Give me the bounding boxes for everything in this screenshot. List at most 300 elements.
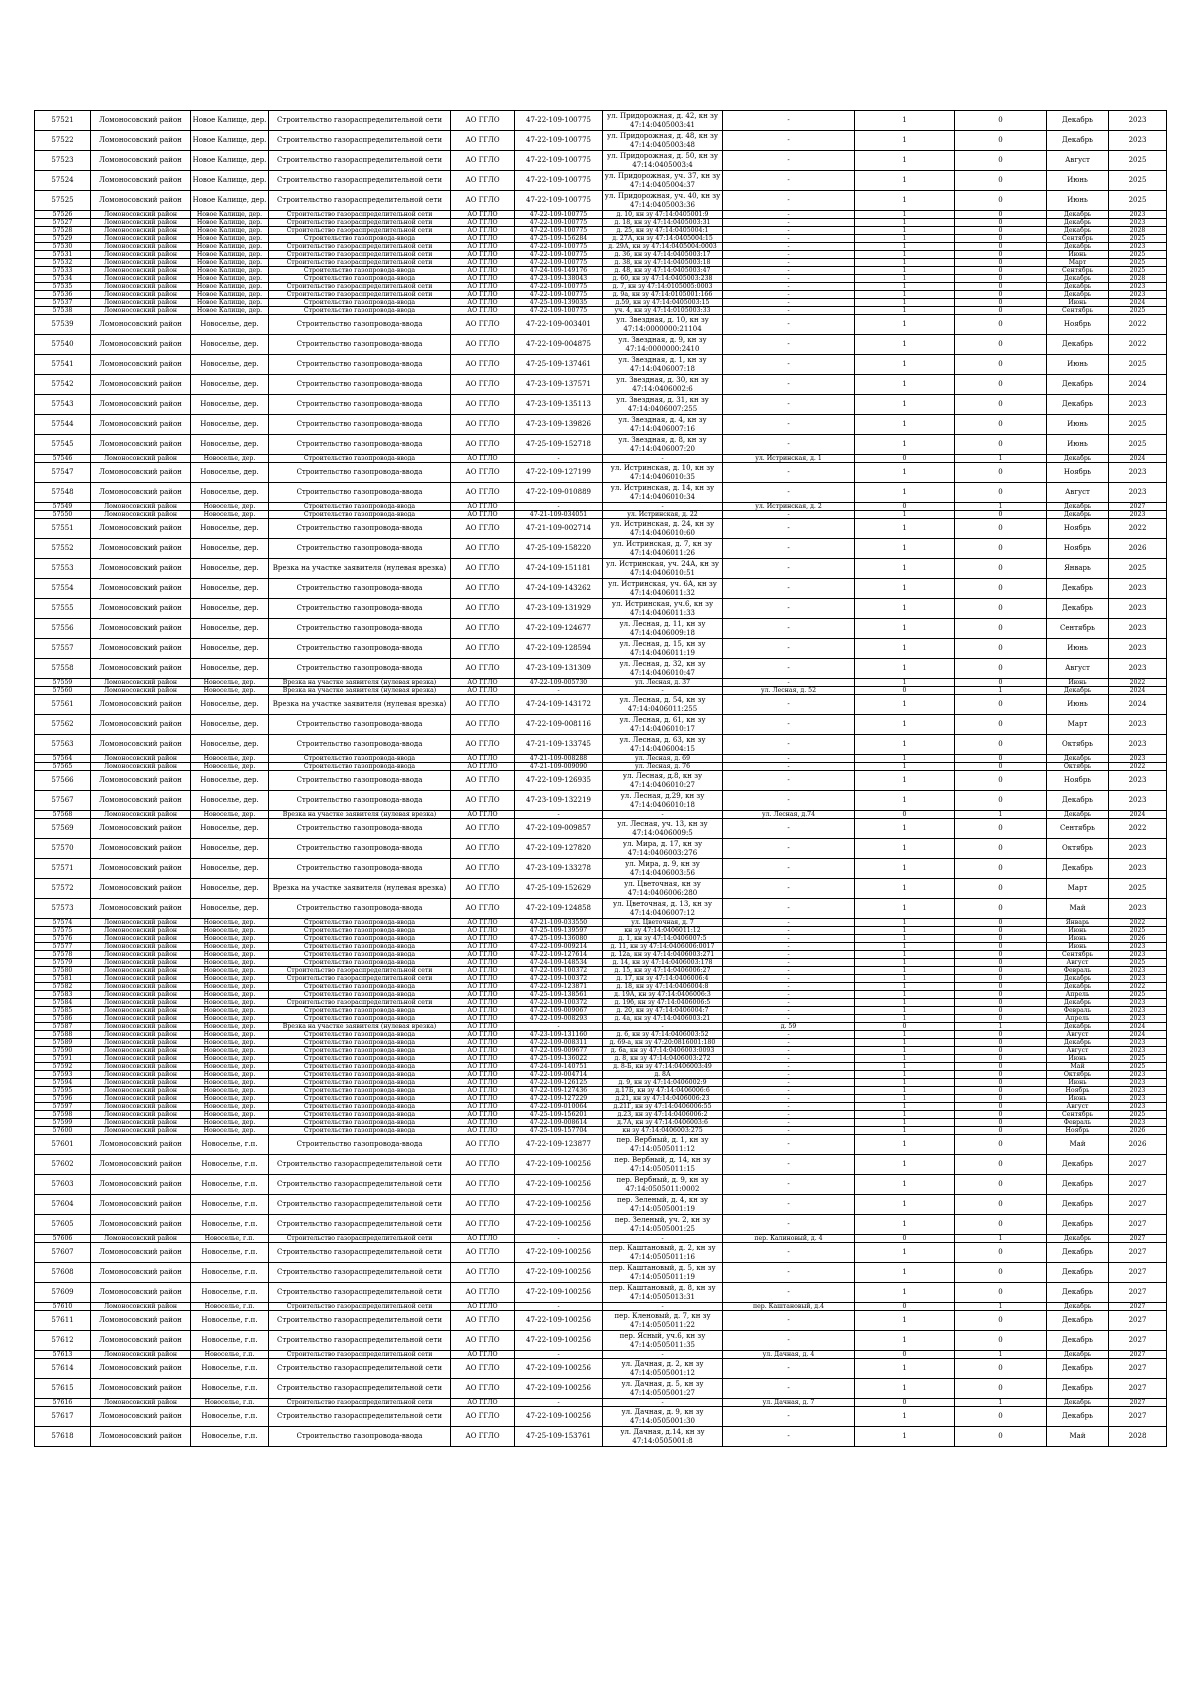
second-address-cell: -: [723, 111, 855, 131]
second-address-cell: -: [723, 235, 855, 243]
count-1-cell: 1: [855, 415, 955, 435]
year-cell: 2025: [1109, 235, 1167, 243]
count-2-cell: 0: [955, 1195, 1047, 1215]
count-1-cell: 1: [855, 919, 955, 927]
settlement-cell: Новоселье, дер.: [191, 679, 269, 687]
address-cell: ул. Лесная, д. 32, кн зу 47:14:0406010:47: [603, 659, 723, 679]
application-number-cell: 47-21-109-008288: [515, 755, 603, 763]
table-row: [35, 991, 1167, 999]
second-address-cell: -: [723, 1087, 855, 1095]
address-cell: д. 1, кн зу 47:14:0406007:5: [603, 935, 723, 943]
count-2-cell: 0: [955, 927, 1047, 935]
district-cell: Ломоносовский район: [91, 219, 191, 227]
settlement-cell: Новоселье, дер.: [191, 839, 269, 859]
work-type-cell: Строительство газопровода-ввода: [269, 1079, 451, 1087]
organization-cell: АО ГГЛО: [451, 1095, 515, 1103]
address-cell: пер. Вербный, д. 1, кн зу 47:14:0505011:12: [603, 1135, 723, 1155]
year-cell: 2027: [1109, 1351, 1167, 1359]
month-cell: Май: [1047, 1427, 1109, 1447]
organization-cell: АО ГГЛО: [451, 811, 515, 819]
second-address-cell: -: [723, 959, 855, 967]
application-number-cell: 47-22-109-100775: [515, 211, 603, 219]
second-address-cell: -: [723, 251, 855, 259]
count-2-cell: 0: [955, 771, 1047, 791]
application-number-cell: 47-22-109-008614: [515, 1119, 603, 1127]
row-number-cell: 57533: [35, 267, 91, 275]
address-cell: пер. Ясный, уч.6, кн зу 47:14:0505011:35: [603, 1331, 723, 1351]
table-row: [35, 435, 1167, 455]
district-cell: Ломоносовский район: [91, 251, 191, 259]
month-cell: Июнь: [1047, 355, 1109, 375]
application-number-cell: 47-22-109-100775: [515, 243, 603, 251]
second-address-cell: -: [723, 219, 855, 227]
month-cell: Сентябрь: [1047, 619, 1109, 639]
address-cell: ул. Лесная, д. 54, кн зу 47:14:0406011:255: [603, 695, 723, 715]
district-cell: Ломоносовский район: [91, 503, 191, 511]
second-address-cell: -: [723, 935, 855, 943]
table-row: [35, 251, 1167, 259]
count-1-cell: 1: [855, 1407, 955, 1427]
address-cell: -: [603, 1399, 723, 1407]
row-number-cell: 57540: [35, 335, 91, 355]
count-2-cell: 0: [955, 219, 1047, 227]
count-2-cell: 0: [955, 131, 1047, 151]
application-number-cell: 47-22-109-123871: [515, 983, 603, 991]
district-cell: Ломоносовский район: [91, 687, 191, 695]
month-cell: Ноябрь: [1047, 1087, 1109, 1095]
second-address-cell: ул. Истринская, д. 2: [723, 503, 855, 511]
count-1-cell: 1: [855, 151, 955, 171]
count-1-cell: 1: [855, 935, 955, 943]
application-number-cell: -: [515, 811, 603, 819]
district-cell: Ломоносовский район: [91, 859, 191, 879]
year-cell: 2025: [1109, 927, 1167, 935]
organization-cell: АО ГГЛО: [451, 151, 515, 171]
count-1-cell: 1: [855, 275, 955, 283]
work-type-cell: Строительство газораспределительной сети: [269, 1235, 451, 1243]
address-cell: ул. Лесная, д. 37: [603, 679, 723, 687]
second-address-cell: ул. Дачная, д. 7: [723, 1399, 855, 1407]
count-1-cell: 1: [855, 1039, 955, 1047]
row-number-cell: 57613: [35, 1351, 91, 1359]
organization-cell: АО ГГЛО: [451, 335, 515, 355]
district-cell: Ломоносовский район: [91, 1303, 191, 1311]
settlement-cell: Новоселье, дер.: [191, 1007, 269, 1015]
month-cell: Май: [1047, 1135, 1109, 1155]
year-cell: 2023: [1109, 1071, 1167, 1079]
count-2-cell: 1: [955, 1351, 1047, 1359]
table-row: [35, 1195, 1167, 1215]
year-cell: 2023: [1109, 219, 1167, 227]
row-number-cell: 57549: [35, 503, 91, 511]
count-2-cell: 0: [955, 1119, 1047, 1127]
second-address-cell: -: [723, 1283, 855, 1303]
table-row: [35, 455, 1167, 463]
row-number-cell: 57544: [35, 415, 91, 435]
district-cell: Ломоносовский район: [91, 315, 191, 335]
application-number-cell: 47-22-109-123877: [515, 1135, 603, 1155]
address-cell: д. 19А, кн зу 47:14:0406006:3: [603, 991, 723, 999]
month-cell: Декабрь: [1047, 1263, 1109, 1283]
count-2-cell: 0: [955, 951, 1047, 959]
address-cell: -: [603, 1351, 723, 1359]
count-2-cell: 0: [955, 1055, 1047, 1063]
address-cell: д. 17, кн зу 47:14:0406006:4: [603, 975, 723, 983]
organization-cell: АО ГГЛО: [451, 1359, 515, 1379]
address-cell: д. 18, кн зу 47:14:0406004:8: [603, 983, 723, 991]
count-1-cell: 1: [855, 559, 955, 579]
month-cell: Декабрь: [1047, 1399, 1109, 1407]
second-address-cell: -: [723, 131, 855, 151]
row-number-cell: 57583: [35, 991, 91, 999]
application-number-cell: 47-22-109-100775: [515, 219, 603, 227]
organization-cell: АО ГГЛО: [451, 315, 515, 335]
work-type-cell: Строительство газораспределительной сети: [269, 171, 451, 191]
month-cell: Июнь: [1047, 435, 1109, 455]
row-number-cell: 57579: [35, 959, 91, 967]
application-number-cell: -: [515, 503, 603, 511]
count-1-cell: 1: [855, 839, 955, 859]
settlement-cell: Новоселье, дер.: [191, 1095, 269, 1103]
table-row: [35, 519, 1167, 539]
organization-cell: АО ГГЛО: [451, 1015, 515, 1023]
table-row: [35, 1311, 1167, 1331]
month-cell: Декабрь: [1047, 227, 1109, 235]
settlement-cell: Новоселье, дер.: [191, 335, 269, 355]
year-cell: 2025: [1109, 879, 1167, 899]
table-row: [35, 951, 1167, 959]
year-cell: 2023: [1109, 1119, 1167, 1127]
work-type-cell: Строительство газопровода-ввода: [269, 1095, 451, 1103]
address-cell: ул. Лесная, д. 61, кн зу 47:14:0406010:17: [603, 715, 723, 735]
district-cell: Ломоносовский район: [91, 991, 191, 999]
row-number-cell: 57559: [35, 679, 91, 687]
count-2-cell: 0: [955, 879, 1047, 899]
settlement-cell: Новоселье, дер.: [191, 755, 269, 763]
row-number-cell: 57546: [35, 455, 91, 463]
settlement-cell: Новоселье, дер.: [191, 899, 269, 919]
address-cell: д. 10, кн зу 47:14:0405001:9: [603, 211, 723, 219]
second-address-cell: -: [723, 299, 855, 307]
row-number-cell: 57604: [35, 1195, 91, 1215]
count-2-cell: 0: [955, 1359, 1047, 1379]
count-1-cell: 1: [855, 511, 955, 519]
address-cell: д. 60, кн зу 47:14:0405003:238: [603, 275, 723, 283]
address-cell: ул. Звездная, д. 9, кн зу 47:14:0000000:2410: [603, 335, 723, 355]
district-cell: Ломоносовский район: [91, 1079, 191, 1087]
work-type-cell: Строительство газопровода-ввода: [269, 899, 451, 919]
second-address-cell: -: [723, 1331, 855, 1351]
row-number-cell: 57568: [35, 811, 91, 819]
work-type-cell: Строительство газораспределительной сети: [269, 1243, 451, 1263]
district-cell: Ломоносовский район: [91, 171, 191, 191]
application-number-cell: 47-22-109-100372: [515, 975, 603, 983]
second-address-cell: ул. Лесная, д.74: [723, 811, 855, 819]
organization-cell: АО ГГЛО: [451, 1175, 515, 1195]
table-row: [35, 1119, 1167, 1127]
row-number-cell: 57587: [35, 1023, 91, 1031]
application-number-cell: 47-24-109-143262: [515, 579, 603, 599]
month-cell: Декабрь: [1047, 1331, 1109, 1351]
month-cell: Октябрь: [1047, 1071, 1109, 1079]
work-type-cell: Строительство газопровода-ввода: [269, 619, 451, 639]
month-cell: Декабрь: [1047, 375, 1109, 395]
row-number-cell: 57551: [35, 519, 91, 539]
month-cell: Февраль: [1047, 1119, 1109, 1127]
district-cell: Ломоносовский район: [91, 275, 191, 283]
organization-cell: АО ГГЛО: [451, 975, 515, 983]
application-number-cell: 47-22-109-100256: [515, 1215, 603, 1235]
district-cell: Ломоносовский район: [91, 131, 191, 151]
work-type-cell: Строительство газораспределительной сети: [269, 1379, 451, 1399]
district-cell: Ломоносовский район: [91, 967, 191, 975]
work-type-cell: Строительство газораспределительной сети: [269, 191, 451, 211]
settlement-cell: Новоселье, г.п.: [191, 1427, 269, 1447]
count-1-cell: 0: [855, 1399, 955, 1407]
address-cell: ул. Придорожная, д. 48, кн зу 47:14:0405003:48: [603, 131, 723, 151]
year-cell: 2023: [1109, 1087, 1167, 1095]
row-number-cell: 57545: [35, 435, 91, 455]
count-2-cell: 0: [955, 1311, 1047, 1331]
count-2-cell: 0: [955, 599, 1047, 619]
month-cell: Апрель: [1047, 1015, 1109, 1023]
address-cell: ул. Лесная, д. 76: [603, 763, 723, 771]
year-cell: 2023: [1109, 771, 1167, 791]
district-cell: Ломоносовский район: [91, 943, 191, 951]
count-2-cell: 0: [955, 943, 1047, 951]
district-cell: Ломоносовский район: [91, 579, 191, 599]
month-cell: Декабрь: [1047, 511, 1109, 519]
second-address-cell: -: [723, 879, 855, 899]
organization-cell: АО ГГЛО: [451, 275, 515, 283]
table-row: [35, 1243, 1167, 1263]
table-row: [35, 811, 1167, 819]
count-2-cell: 0: [955, 299, 1047, 307]
second-address-cell: -: [723, 1155, 855, 1175]
month-cell: Август: [1047, 959, 1109, 967]
district-cell: Ломоносовский район: [91, 375, 191, 395]
year-cell: 2023: [1109, 943, 1167, 951]
year-cell: 2025: [1109, 991, 1167, 999]
organization-cell: АО ГГЛО: [451, 1039, 515, 1047]
count-2-cell: 0: [955, 1103, 1047, 1111]
district-cell: Ломоносовский район: [91, 639, 191, 659]
work-type-cell: Врезка на участке заявителя (нулевая врезка): [269, 687, 451, 695]
row-number-cell: 57548: [35, 483, 91, 503]
application-number-cell: -: [515, 1303, 603, 1311]
table-row: [35, 299, 1167, 307]
year-cell: 2025: [1109, 259, 1167, 267]
year-cell: 2023: [1109, 1007, 1167, 1015]
second-address-cell: -: [723, 1063, 855, 1071]
second-address-cell: ул. Лесная, д. 52: [723, 687, 855, 695]
month-cell: Сентябрь: [1047, 235, 1109, 243]
month-cell: Октябрь: [1047, 735, 1109, 755]
month-cell: Июнь: [1047, 695, 1109, 715]
work-type-cell: Врезка на участке заявителя (нулевая врезка): [269, 695, 451, 715]
settlement-cell: Новоселье, дер.: [191, 415, 269, 435]
second-address-cell: -: [723, 1379, 855, 1399]
address-cell: ул. Дачная, д. 2, кн зу 47:14:0505001:12: [603, 1359, 723, 1379]
month-cell: Декабрь: [1047, 1359, 1109, 1379]
year-cell: 2028: [1109, 275, 1167, 283]
table-row: [35, 111, 1167, 131]
year-cell: 2024: [1109, 1031, 1167, 1039]
row-number-cell: 57564: [35, 755, 91, 763]
second-address-cell: -: [723, 619, 855, 639]
organization-cell: АО ГГЛО: [451, 967, 515, 975]
count-1-cell: 1: [855, 927, 955, 935]
organization-cell: АО ГГЛО: [451, 951, 515, 959]
year-cell: 2022: [1109, 919, 1167, 927]
count-2-cell: 1: [955, 1235, 1047, 1243]
table-row: [35, 259, 1167, 267]
district-cell: Ломоносовский район: [91, 755, 191, 763]
count-1-cell: 1: [855, 235, 955, 243]
count-2-cell: 0: [955, 763, 1047, 771]
row-number-cell: 57607: [35, 1243, 91, 1263]
count-2-cell: 1: [955, 1023, 1047, 1031]
table-row: [35, 219, 1167, 227]
count-1-cell: 0: [855, 1235, 955, 1243]
second-address-cell: -: [723, 1175, 855, 1195]
count-2-cell: 1: [955, 1303, 1047, 1311]
address-cell: ул. Звездная, д. 30, кн зу 47:14:0406002:6: [603, 375, 723, 395]
row-number-cell: 57595: [35, 1087, 91, 1095]
work-type-cell: Строительство газопровода-ввода: [269, 1039, 451, 1047]
work-type-cell: Строительство газопровода-ввода: [269, 455, 451, 463]
district-cell: Ломоносовский район: [91, 151, 191, 171]
year-cell: 2027: [1109, 1311, 1167, 1331]
count-1-cell: 1: [855, 791, 955, 811]
row-number-cell: 57600: [35, 1127, 91, 1135]
district-cell: Ломоносовский район: [91, 299, 191, 307]
count-1-cell: 0: [855, 1303, 955, 1311]
row-number-cell: 57553: [35, 559, 91, 579]
district-cell: Ломоносовский район: [91, 1087, 191, 1095]
district-cell: Ломоносовский район: [91, 959, 191, 967]
second-address-cell: -: [723, 951, 855, 959]
table-row: [35, 1111, 1167, 1119]
settlement-cell: Новоселье, дер.: [191, 811, 269, 819]
organization-cell: АО ГГЛО: [451, 1119, 515, 1127]
table-row: [35, 355, 1167, 375]
row-number-cell: 57608: [35, 1263, 91, 1283]
address-cell: д. 4а, кн зу 47:14:0406003:21: [603, 1015, 723, 1023]
address-cell: д. 36, кн зу 47:14:0405003:17: [603, 251, 723, 259]
organization-cell: АО ГГЛО: [451, 1063, 515, 1071]
settlement-cell: Новоселье, дер.: [191, 483, 269, 503]
year-cell: 2022: [1109, 519, 1167, 539]
second-address-cell: -: [723, 1135, 855, 1155]
second-address-cell: -: [723, 291, 855, 299]
row-number-cell: 57575: [35, 927, 91, 935]
second-address-cell: -: [723, 999, 855, 1007]
second-address-cell: -: [723, 375, 855, 395]
second-address-cell: -: [723, 171, 855, 191]
organization-cell: АО ГГЛО: [451, 771, 515, 791]
work-type-cell: Строительство газопровода-ввода: [269, 315, 451, 335]
organization-cell: АО ГГЛО: [451, 131, 515, 151]
application-number-cell: 47-22-109-100372: [515, 999, 603, 1007]
month-cell: Декабрь: [1047, 211, 1109, 219]
settlement-cell: Новоселье, дер.: [191, 695, 269, 715]
address-cell: д. 11, кн зу 47:14:0406006:0017: [603, 943, 723, 951]
count-1-cell: 1: [855, 695, 955, 715]
work-type-cell: Строительство газораспределительной сети: [269, 1175, 451, 1195]
settlement-cell: Новоселье, дер.: [191, 1103, 269, 1111]
count-1-cell: 1: [855, 579, 955, 599]
table-row: [35, 483, 1167, 503]
address-cell: ул. Звездная, д. 1, кн зу 47:14:0406007:18: [603, 355, 723, 375]
second-address-cell: -: [723, 1007, 855, 1015]
table-row: [35, 999, 1167, 1007]
work-type-cell: Строительство газопровода-ввода: [269, 1119, 451, 1127]
month-cell: Декабрь: [1047, 811, 1109, 819]
settlement-cell: Новое Калище, дер.: [191, 227, 269, 235]
year-cell: 2025: [1109, 435, 1167, 455]
address-cell: д. 27А, кн зу 47:14:0405004:15: [603, 235, 723, 243]
district-cell: Ломоносовский район: [91, 1055, 191, 1063]
district-cell: Ломоносовский район: [91, 335, 191, 355]
year-cell: 2023: [1109, 791, 1167, 811]
organization-cell: АО ГГЛО: [451, 763, 515, 771]
application-number-cell: 47-22-109-124858: [515, 899, 603, 919]
row-number-cell: 57527: [35, 219, 91, 227]
year-cell: 2025: [1109, 267, 1167, 275]
count-2-cell: 0: [955, 171, 1047, 191]
application-number-cell: 47-24-109-149176: [515, 267, 603, 275]
work-type-cell: Строительство газораспределительной сети: [269, 1407, 451, 1427]
organization-cell: АО ГГЛО: [451, 191, 515, 211]
settlement-cell: Новое Калище, дер.: [191, 275, 269, 283]
address-cell: ул. Истринская, уч. 24А, кн зу 47:14:0406010:51: [603, 559, 723, 579]
row-number-cell: 57521: [35, 111, 91, 131]
row-number-cell: 57581: [35, 975, 91, 983]
count-2-cell: 0: [955, 899, 1047, 919]
application-number-cell: 47-25-109-136022: [515, 1055, 603, 1063]
count-2-cell: 0: [955, 283, 1047, 291]
district-cell: Ломоносовский район: [91, 1235, 191, 1243]
application-number-cell: 47-22-109-100256: [515, 1331, 603, 1351]
work-type-cell: Строительство газопровода-ввода: [269, 483, 451, 503]
district-cell: Ломоносовский район: [91, 511, 191, 519]
month-cell: Сентябрь: [1047, 1111, 1109, 1119]
count-2-cell: 0: [955, 967, 1047, 975]
settlement-cell: Новоселье, дер.: [191, 999, 269, 1007]
year-cell: 2025: [1109, 355, 1167, 375]
application-number-cell: 47-22-109-100775: [515, 191, 603, 211]
count-2-cell: 0: [955, 1127, 1047, 1135]
count-1-cell: 0: [855, 687, 955, 695]
month-cell: Декабрь: [1047, 579, 1109, 599]
settlement-cell: Новоселье, дер.: [191, 1111, 269, 1119]
organization-cell: АО ГГЛО: [451, 735, 515, 755]
row-number-cell: 57611: [35, 1311, 91, 1331]
second-address-cell: -: [723, 511, 855, 519]
month-cell: Март: [1047, 879, 1109, 899]
count-2-cell: 0: [955, 315, 1047, 335]
work-type-cell: Строительство газопровода-ввода: [269, 1427, 451, 1447]
row-number-cell: 57567: [35, 791, 91, 811]
address-cell: кн зу 47:14:0406011:12: [603, 927, 723, 935]
row-number-cell: 57542: [35, 375, 91, 395]
application-number-cell: 47-22-109-100775: [515, 151, 603, 171]
count-2-cell: 0: [955, 983, 1047, 991]
row-number-cell: 57541: [35, 355, 91, 375]
second-address-cell: -: [723, 967, 855, 975]
year-cell: 2025: [1109, 415, 1167, 435]
